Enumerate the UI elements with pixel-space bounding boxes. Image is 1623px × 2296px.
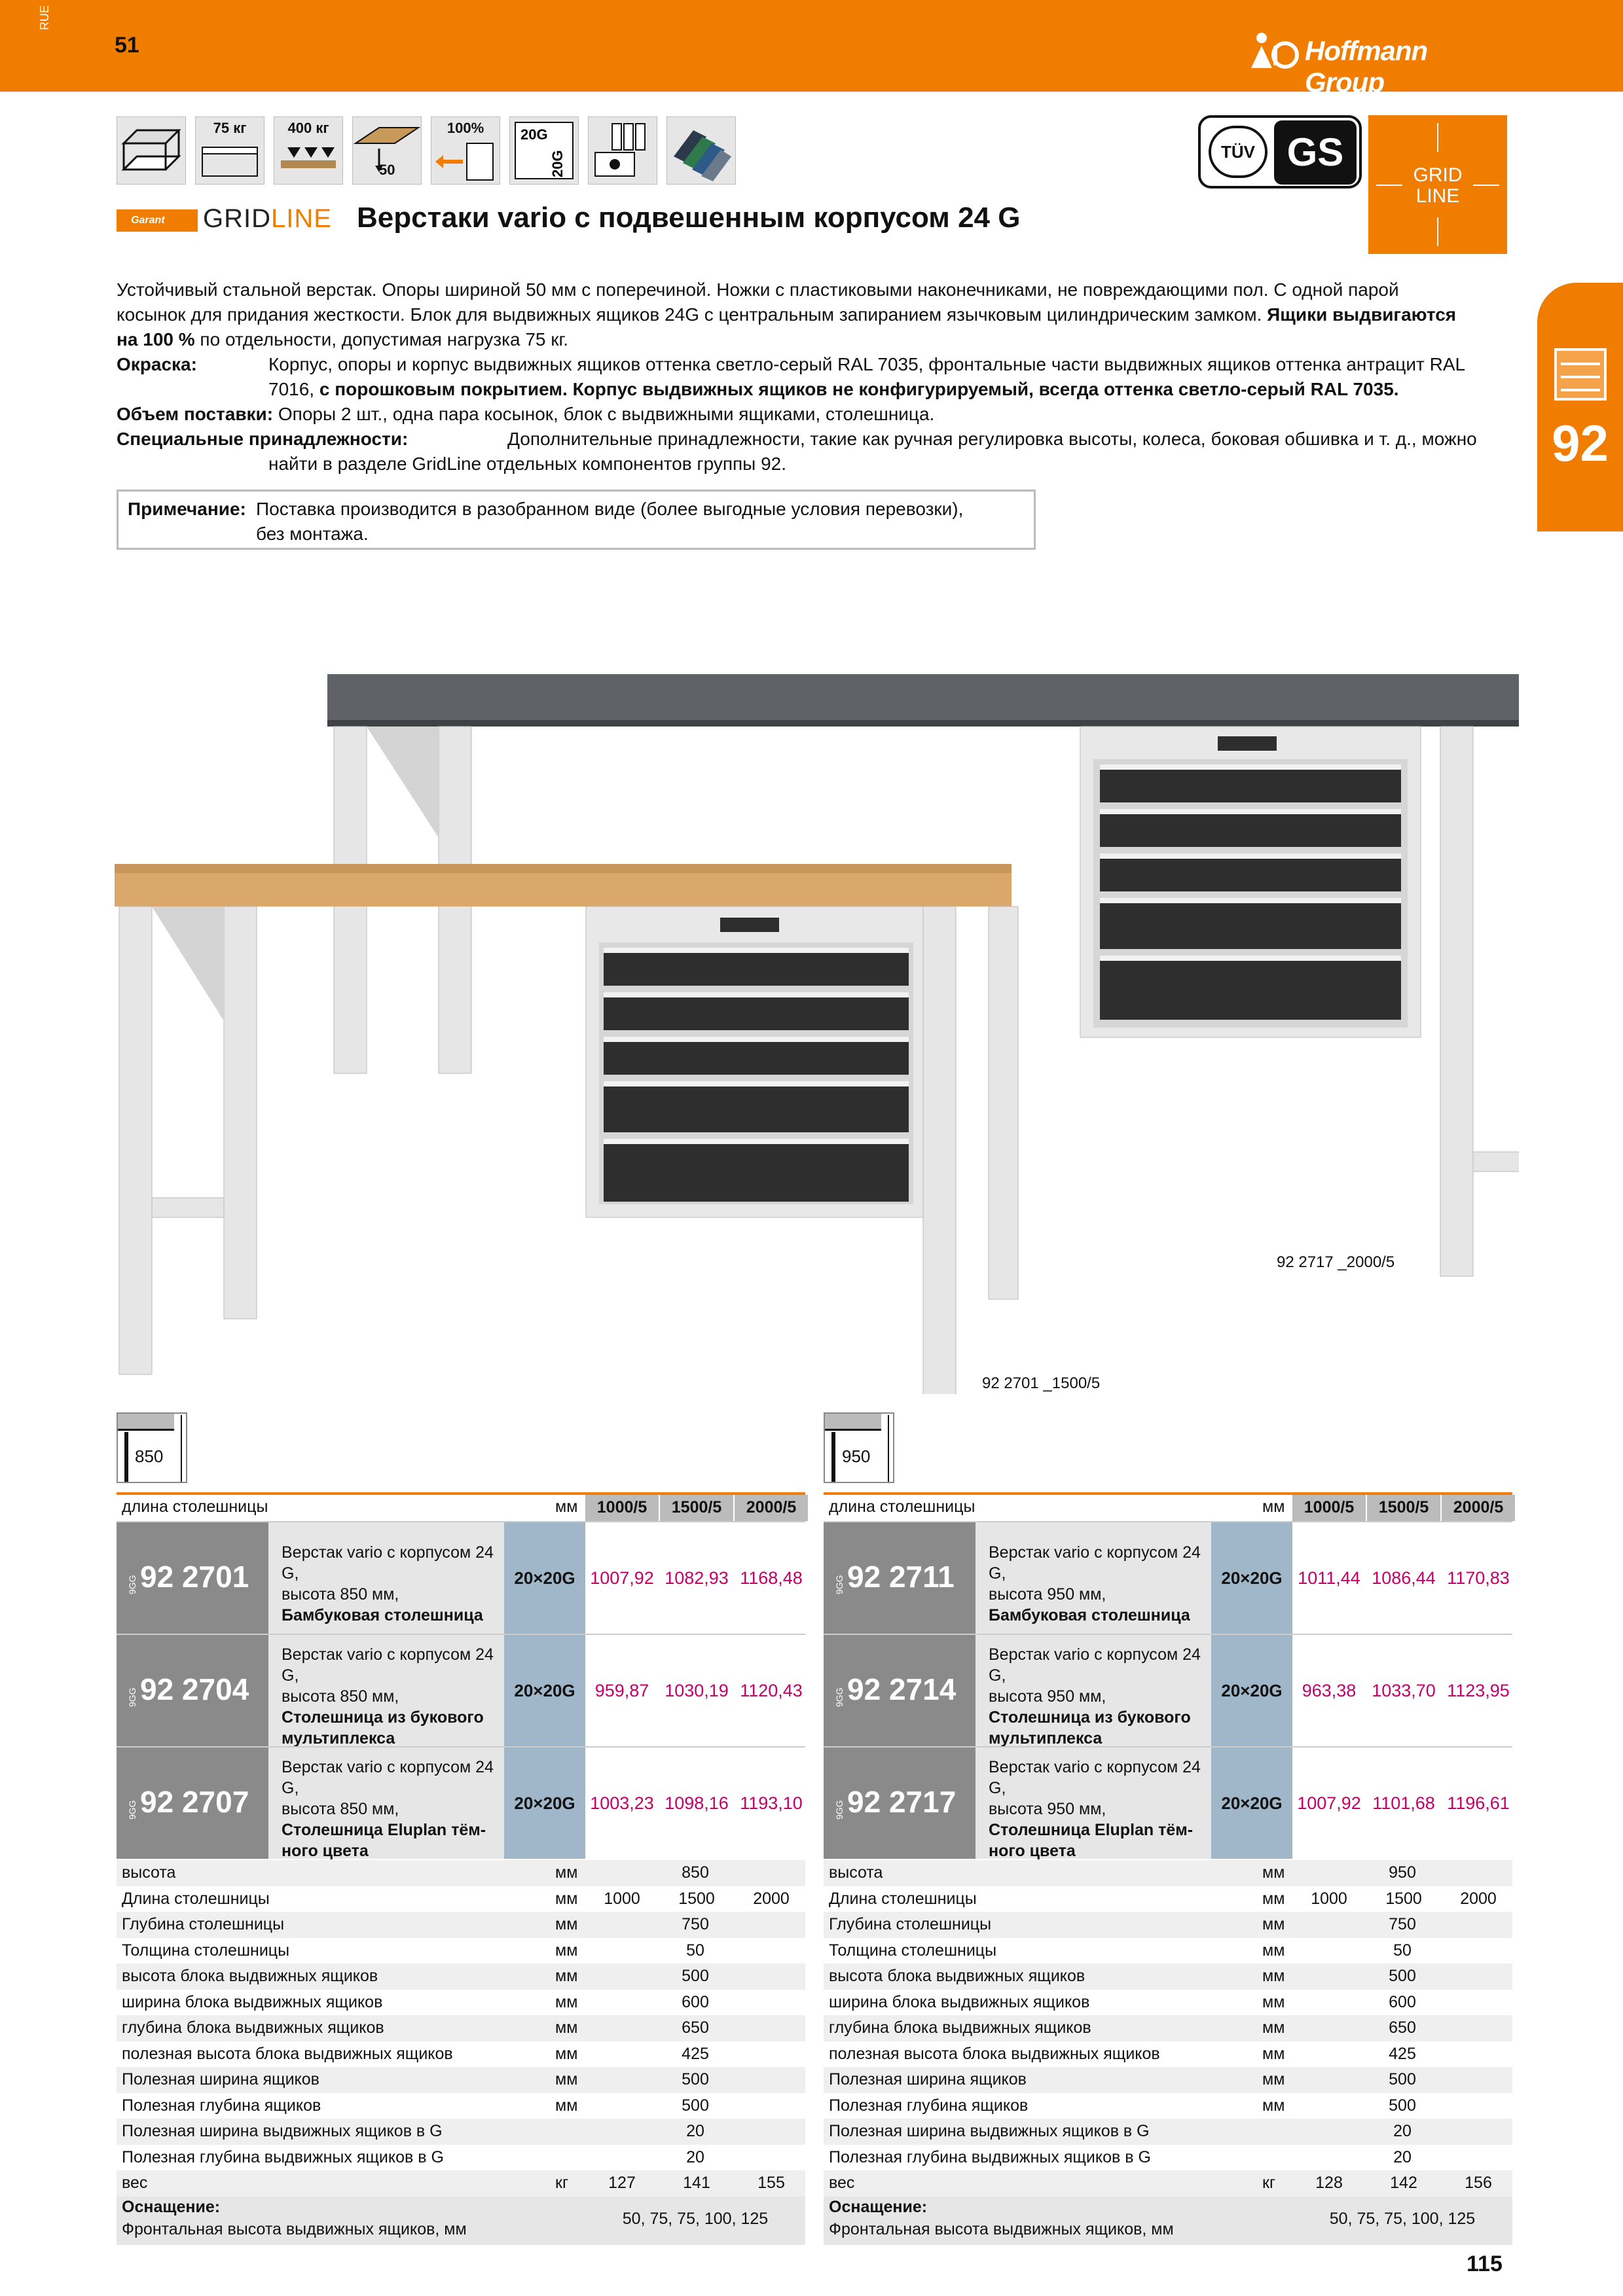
paint-row-2: 7016, с порошковым покрытием. Корпус выдвижных ящиков не конфигурируемый, всегда оттенка светло-серый RAL 7035.	[268, 379, 1399, 399]
garant-logo: Garant	[117, 209, 198, 232]
article-number[interactable]: 92 2714	[847, 1672, 957, 1706]
size-cell: 20×20G	[504, 1635, 585, 1746]
spec-row: полезная высота блока выдвижных ящиков мм 425	[829, 2044, 1416, 2063]
price: 1170,83	[1447, 1568, 1510, 1588]
feature-icons	[117, 117, 736, 185]
product-description-cell: Верстак vario с корпусом 24 G, высота 950 мм, Столешница из букового мультиплекса	[976, 1635, 1211, 1746]
product-row[interactable]	[824, 1521, 1512, 1632]
gridline-badge-text	[1368, 165, 1507, 207]
product-description-cell: Верстак vario с корпусом 24 G, высота 950 мм, Бамбуковая столешница	[976, 1522, 1211, 1634]
total-load-icon	[274, 117, 343, 185]
workbench-illustration	[111, 674, 1519, 1394]
article-cell: 9GG 92 2707	[117, 1748, 268, 1859]
leg-height-label: 50	[379, 162, 395, 178]
spec-row: высота блока выдвижных ящиков мм 500	[117, 1964, 805, 1990]
article-number[interactable]: 92 2717	[847, 1785, 957, 1819]
spec-row: Глубина столешницы мм 750	[117, 1912, 805, 1938]
note-label: Примечание:	[128, 499, 246, 519]
accessories-row-2: найти в разделе GridLine отдельных компонентов группы 92.	[268, 454, 787, 474]
accessories-row: Специальные принадлежности: Дополнительные принадлежности, такие как ручная регулировка высоты, колеса, боковая обшивка и т. д., можно	[117, 429, 1477, 449]
gs-badge: GS	[1274, 120, 1357, 185]
spec-row: Полезная ширина выдвижных ящиков в G 20	[117, 2119, 805, 2145]
size-cell: 20×20G	[504, 1522, 585, 1634]
spec-row: Полезная ширина ящиков мм 500	[824, 2067, 1512, 2093]
scope-row: Объем поставки: Опоры 2 шт., одна пара косынок, блок с выдвижными ящиками, столешница.	[117, 404, 935, 424]
size-cell: 20×20G	[1211, 1522, 1292, 1634]
spec-row: Длина столешницы мм 1000 1500 2000	[122, 1889, 790, 1908]
spec-row: Толщина столешницы мм 50	[122, 1941, 704, 1960]
article-number[interactable]: 92 2711	[847, 1560, 955, 1594]
gridline-badge-line2: LINE	[1415, 185, 1460, 207]
intro-line-3: на 100 % по отдельности, допустимая нагрузка 75 кг.	[117, 329, 569, 350]
product-description-cell: Верстак vario с корпусом 24 G, высота 850 мм, Столешница из букового мультиплекса	[268, 1635, 504, 1746]
spec-row: Полезная глубина выдвижных ящиков в G 20	[829, 2147, 1412, 2166]
svg-text:20G: 20G	[520, 126, 548, 143]
lock-icon	[588, 117, 657, 185]
price: 1082,93	[665, 1568, 729, 1588]
language-code: RUE	[38, 5, 51, 30]
svg-text:20G: 20G	[549, 150, 566, 177]
extension-label: 100%	[447, 120, 484, 136]
price: 1003,23	[590, 1793, 654, 1813]
height-badge-value: 950	[842, 1446, 871, 1466]
price: 1098,16	[665, 1793, 729, 1813]
product-description-cell: Верстак vario с корпусом 24 G, высота 850 мм, Бамбуковая столешница	[268, 1522, 504, 1634]
spec-row: Длина столешницы мм 1000 1500 2000	[829, 1889, 1497, 1908]
equipment-row: Оснащение: Фронтальная высота выдвижных ящиков, мм 50, 75, 75, 100, 125	[117, 2197, 805, 2245]
height-badge-left	[117, 1412, 187, 1483]
spec-row: глубина блока выдвижных ящиков мм 650	[117, 2015, 805, 2041]
shelf-load-label: 75 кг	[213, 120, 247, 136]
size-cell: 20×20G	[1211, 1635, 1292, 1746]
hoffmann-logo[interactable]	[1247, 27, 1509, 98]
gridline-badge	[1368, 115, 1507, 254]
spec-row: Полезная глубина выдвижных ящиков в G 20	[122, 2147, 704, 2166]
price: 1120,43	[740, 1681, 803, 1700]
tuv-badge: TÜV	[1209, 126, 1267, 178]
note-box	[117, 490, 1036, 550]
header-band	[0, 0, 1623, 98]
price: 1030,19	[665, 1681, 729, 1700]
hoffmann-logo-icon	[1247, 27, 1302, 73]
price: 1123,95	[1447, 1681, 1510, 1700]
spec-row: вес кг 127 141 155	[117, 2170, 805, 2197]
spec-list	[824, 1860, 1512, 2197]
bamboo-worktop	[115, 870, 1012, 906]
certification-badges	[1198, 115, 1362, 188]
spec-row: Глубина столешницы мм 750	[824, 1912, 1512, 1938]
table-header: длина столешницы мм 1000/5 1500/5 2000/5	[117, 1492, 805, 1518]
gridline-badge-line1: GRID	[1413, 164, 1463, 186]
spec-row: высота мм 950	[824, 1860, 1512, 1886]
section-tab[interactable]	[1537, 283, 1623, 531]
product-description-cell: Верстак vario с корпусом 24 G, высота 850 мм, Столешница Eluplan тём- ного цвета	[268, 1748, 504, 1859]
size-cell: 20×20G	[1211, 1748, 1292, 1859]
article-number[interactable]: 92 2707	[140, 1785, 249, 1819]
table-header: длина столешницы мм 1000/5 1500/5 2000/5	[824, 1492, 1512, 1518]
price: 1007,92	[1297, 1793, 1361, 1813]
article-cell: 9GG 92 2717	[824, 1748, 976, 1859]
spec-row: ширина блока выдвижных ящиков мм 600	[829, 1992, 1416, 2011]
price: 1086,44	[1372, 1568, 1436, 1588]
spec-row: Полезная ширина выдвижных ящиков в G 20	[824, 2119, 1512, 2145]
size-cell: 20×20G	[504, 1748, 585, 1859]
note-text: Поставка производится в разобранном виде (более выгодные условия перевозки), без монтажа.	[256, 499, 964, 544]
product-row[interactable]	[117, 1634, 805, 1748]
color-swatch-icon	[666, 117, 736, 185]
price: 1033,70	[1372, 1681, 1436, 1700]
spec-row: Полезная ширина ящиков мм 500	[117, 2067, 805, 2093]
extension-icon	[431, 117, 500, 185]
page-number: 115	[1467, 2251, 1503, 2276]
article-number[interactable]: 92 2701	[140, 1560, 249, 1594]
product-row[interactable]	[824, 1746, 1512, 1860]
intro-line-1: Устойчивый стальной верстак. Опоры шириной 50 мм с поперечиной. Ножки с пластиковыми наконечниками, не повреждающими пол. С одной парой	[117, 279, 1399, 300]
spec-row: вес кг 128 142 156	[824, 2170, 1512, 2197]
intro-line-2: косынок для придания жесткости. Блок для выдвижных ящиков 24G с центральным запиранием язычковым цилиндрическим замком. Ящики выдвигаются	[117, 304, 1457, 325]
logo-text: Hoffmann Group	[1305, 35, 1428, 98]
product-description	[117, 278, 1504, 476]
product-row[interactable]	[117, 1746, 805, 1860]
steel-worktop	[327, 674, 1519, 720]
paint-row: Окраска: Корпус, опоры и корпус выдвижных ящиков оттенка светло-серый RAL 7035, фронтальные части выдвижных ящиков оттенка антрацит RAL	[117, 354, 1466, 374]
caption-back-bench: 92 2717 _2000/5	[1277, 1253, 1395, 1271]
spec-row: ширина блока выдвижных ящиков мм 600	[122, 1992, 709, 2011]
spec-row: высота мм 850	[117, 1860, 805, 1886]
gridline-logo	[203, 204, 332, 234]
equipment-row: Оснащение: Фронтальная высота выдвижных ящиков, мм 50, 75, 75, 100, 125	[824, 2197, 1512, 2245]
price: 1101,68	[1372, 1793, 1435, 1813]
drawer-grid-icon	[509, 117, 579, 185]
article-number[interactable]: 92 2704	[140, 1672, 249, 1706]
drawer-cabinet-icon	[1554, 348, 1607, 401]
leg-height-icon	[352, 117, 422, 185]
price: 1007,92	[590, 1568, 654, 1588]
spec-list	[117, 1860, 805, 2197]
shelf-load-icon	[195, 117, 264, 185]
article-cell: 9GG 92 2714	[824, 1635, 976, 1746]
section-number: 92	[1552, 414, 1609, 472]
height-badge-value: 850	[135, 1446, 164, 1466]
spec-row: высота блока выдвижных ящиков мм 500	[824, 1964, 1512, 1990]
height-badge-right	[824, 1412, 894, 1483]
product-description-cell: Верстак vario с корпусом 24 G, высота 950 мм, Столешница Eluplan тём- ного цвета	[976, 1748, 1211, 1859]
price: 963,38	[1302, 1681, 1357, 1700]
gridline-logo-b: LINE	[271, 204, 332, 233]
spec-row: Толщина столешницы мм 50	[829, 1941, 1412, 1960]
caption-front-bench: 92 2701 _1500/5	[982, 1374, 1101, 1392]
price: 1168,48	[740, 1568, 803, 1588]
spec-row: полезная высота блока выдвижных ящиков мм 425	[122, 2044, 709, 2063]
page-title: Верстаки vario с подвешенным корпусом 24 G	[357, 202, 1021, 234]
spec-row: глубина блока выдвижных ящиков мм 650	[824, 2015, 1512, 2041]
product-row[interactable]	[824, 1634, 1512, 1748]
section-page-number: 51	[115, 33, 139, 58]
spec-row: Полезная глубина ящиков мм 500	[829, 2096, 1416, 2115]
spec-row: Полезная глубина ящиков мм 500	[122, 2096, 709, 2115]
article-cell: 9GG 92 2701	[117, 1522, 268, 1634]
price: 1193,10	[740, 1793, 803, 1813]
total-load-label: 400 кг	[287, 120, 329, 136]
product-table-950	[824, 1492, 1512, 2245]
gridline-logo-a: GRID	[203, 204, 271, 233]
product-table-850	[117, 1492, 805, 2245]
price: 1196,61	[1447, 1793, 1510, 1813]
front-workbench	[115, 864, 1018, 1394]
steel-profile-icon	[117, 117, 186, 185]
product-row[interactable]	[117, 1521, 805, 1632]
article-cell: 9GG 92 2704	[117, 1635, 268, 1746]
price: 959,87	[594, 1681, 649, 1700]
article-cell: 9GG 92 2711	[824, 1522, 976, 1634]
price: 1011,44	[1298, 1568, 1360, 1588]
